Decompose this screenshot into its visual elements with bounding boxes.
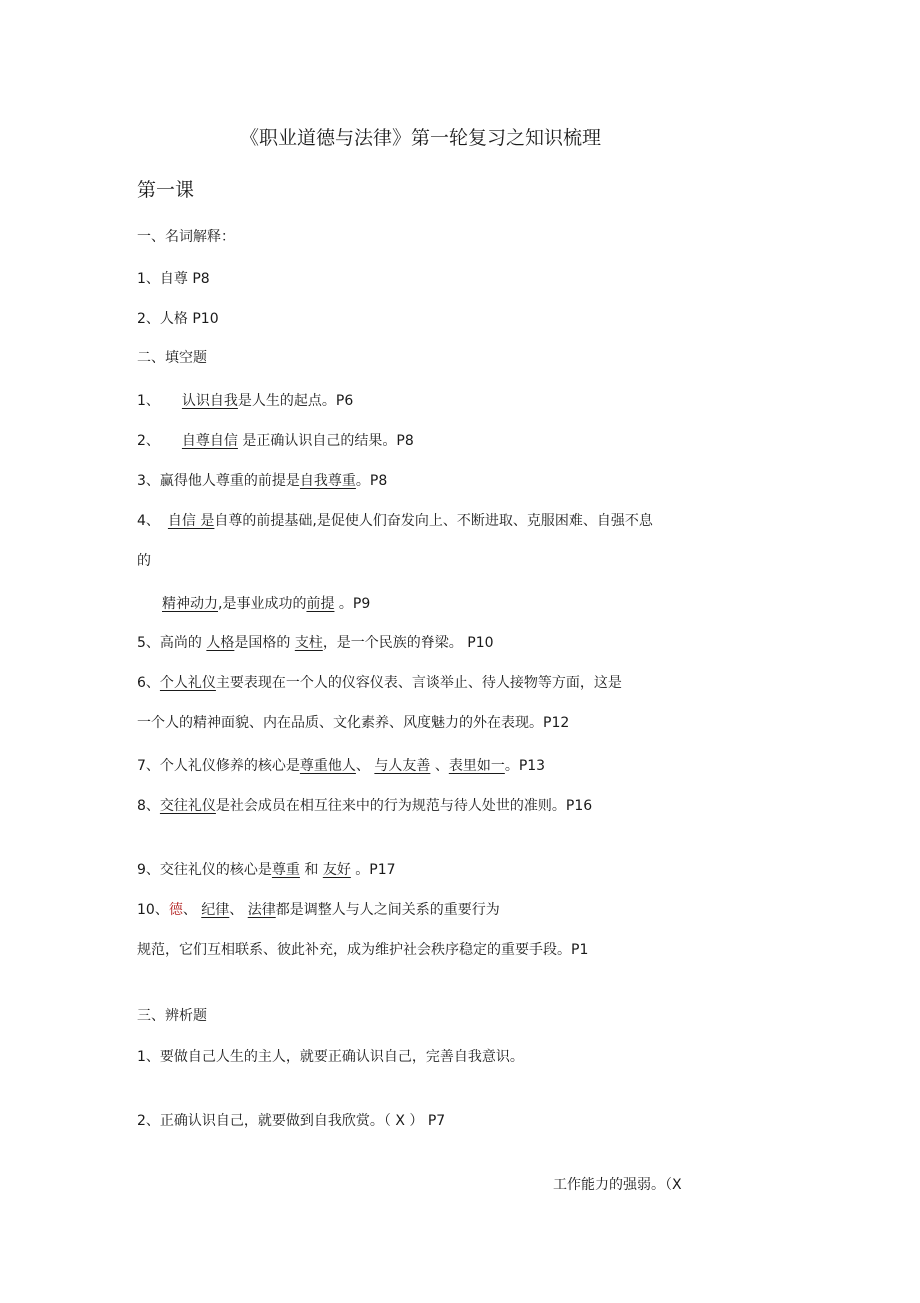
item-number: 2、 xyxy=(137,433,160,449)
fill-item-1 xyxy=(137,392,353,410)
answer-blank: 与人友善 xyxy=(374,758,431,774)
item-text: 、 xyxy=(430,758,449,774)
fill-item-4-continued xyxy=(162,595,370,613)
section-3-heading: 三、辨析题 xyxy=(137,1008,207,1024)
item-text: 、 xyxy=(182,902,202,918)
answer-blank: 自信 是 xyxy=(167,513,215,529)
answer-blank: 前提 xyxy=(306,596,335,612)
item-text: 。P17 xyxy=(350,862,396,878)
item-text: 。P8 xyxy=(355,473,388,489)
item-text: 自尊的前提基础,是促使人们奋发向上、不断进取、克服困难、自强不息 xyxy=(214,513,653,529)
item-text: 和 xyxy=(299,862,323,878)
analysis-item-2: 2、正确认识自己，就要做到自我欣赏。（ X ） P7 xyxy=(137,1113,446,1129)
answer-blank: 法律 xyxy=(247,902,276,918)
fill-item-4 xyxy=(137,512,653,530)
item-number: 1、 xyxy=(137,393,160,409)
answer-blank: 自尊自信 xyxy=(181,433,238,449)
answer-blank: 个人礼仪 xyxy=(159,675,216,691)
answer-blank: 认识自我 xyxy=(181,393,238,409)
analysis-item-1: 1、要做自己人生的主人，就要正确认识自己，完善自我意识。 xyxy=(137,1049,524,1065)
item-text: 主要表现在一个人的仪容仪表、言谈举止、待人接物等方面，这是 xyxy=(215,675,622,691)
item-text: 是国格的 xyxy=(234,635,295,651)
answer-blank: 尊重 xyxy=(271,862,300,878)
item-text: 9、交往礼仪的核心是 xyxy=(137,862,272,878)
item-text: 、 xyxy=(229,902,248,918)
answer-blank: 尊重他人 xyxy=(299,758,356,774)
answer-blank: 表里如一 xyxy=(448,758,505,774)
item-text: 7、个人礼仪修养的核心是 xyxy=(137,758,300,774)
document-title: 《职业道德与法律》第一轮复习之知识梳理 xyxy=(240,127,602,149)
answer-blank: 支柱 xyxy=(294,635,323,651)
fill-item-4-wrap: 的 xyxy=(137,553,151,569)
item-text: 5、高尚的 xyxy=(137,635,207,651)
item-text: 6、 xyxy=(137,675,160,691)
item-text: 10、 xyxy=(137,902,169,918)
fill-item-10 xyxy=(137,901,500,919)
answer-blank: 交往礼仪 xyxy=(159,798,216,814)
analysis-fragment: 工作能力的强弱。（X xyxy=(553,1177,682,1193)
item-text: 、 xyxy=(355,758,375,774)
fill-item-8 xyxy=(137,797,592,815)
answer-blank: 友好 xyxy=(322,862,351,878)
fill-item-6 xyxy=(137,674,622,692)
section-2-heading: 二、填空题 xyxy=(137,350,207,366)
item-text: ,是事业成功的 xyxy=(218,596,307,612)
answer-blank: 人格 xyxy=(206,635,235,651)
answer-blank: 精神动力 xyxy=(162,596,218,612)
item-text: 是人生的起点。P6 xyxy=(237,393,354,409)
item-text: 是社会成员在相互往来中的行为规范与待人处世的准则。P16 xyxy=(215,798,593,814)
answer-blank: 纪律 xyxy=(201,902,230,918)
item-text: 是正确认识自己的结果。P8 xyxy=(237,433,414,449)
fill-item-6-continued: 一个人的精神面貌、内在品质、文化素养、风度魅力的外在表现。P12 xyxy=(137,715,570,731)
fill-item-9 xyxy=(137,861,396,879)
fill-item-5 xyxy=(137,634,494,652)
term-item-1: 1、自尊 P8 xyxy=(137,271,210,287)
item-text: ，是一个民族的脊梁。 P10 xyxy=(322,635,494,651)
fill-item-7 xyxy=(137,757,545,775)
answer-blank: 自我尊重 xyxy=(299,473,356,489)
section-1-heading: 一、名词解释： xyxy=(137,229,235,245)
fill-item-10-continued: 规范，它们互相联系、彼此补充，成为维护社会秩序稳定的重要手段。P1 xyxy=(137,942,589,958)
item-text: 3、赢得他人尊重的前提是 xyxy=(137,473,300,489)
fill-item-2 xyxy=(137,432,414,450)
item-text: 8、 xyxy=(137,798,160,814)
item-text: 都是调整人与人之间关系的重要行为 xyxy=(275,902,500,918)
item-text: 。P9 xyxy=(334,596,371,612)
item-number: 4、 xyxy=(137,513,160,529)
term-item-2: 2、人格 P10 xyxy=(137,311,219,327)
fill-item-3 xyxy=(137,472,387,490)
lesson-heading: 第一课 xyxy=(137,179,195,201)
answer-red: 德 xyxy=(168,902,183,918)
item-text: 。P13 xyxy=(504,758,546,774)
